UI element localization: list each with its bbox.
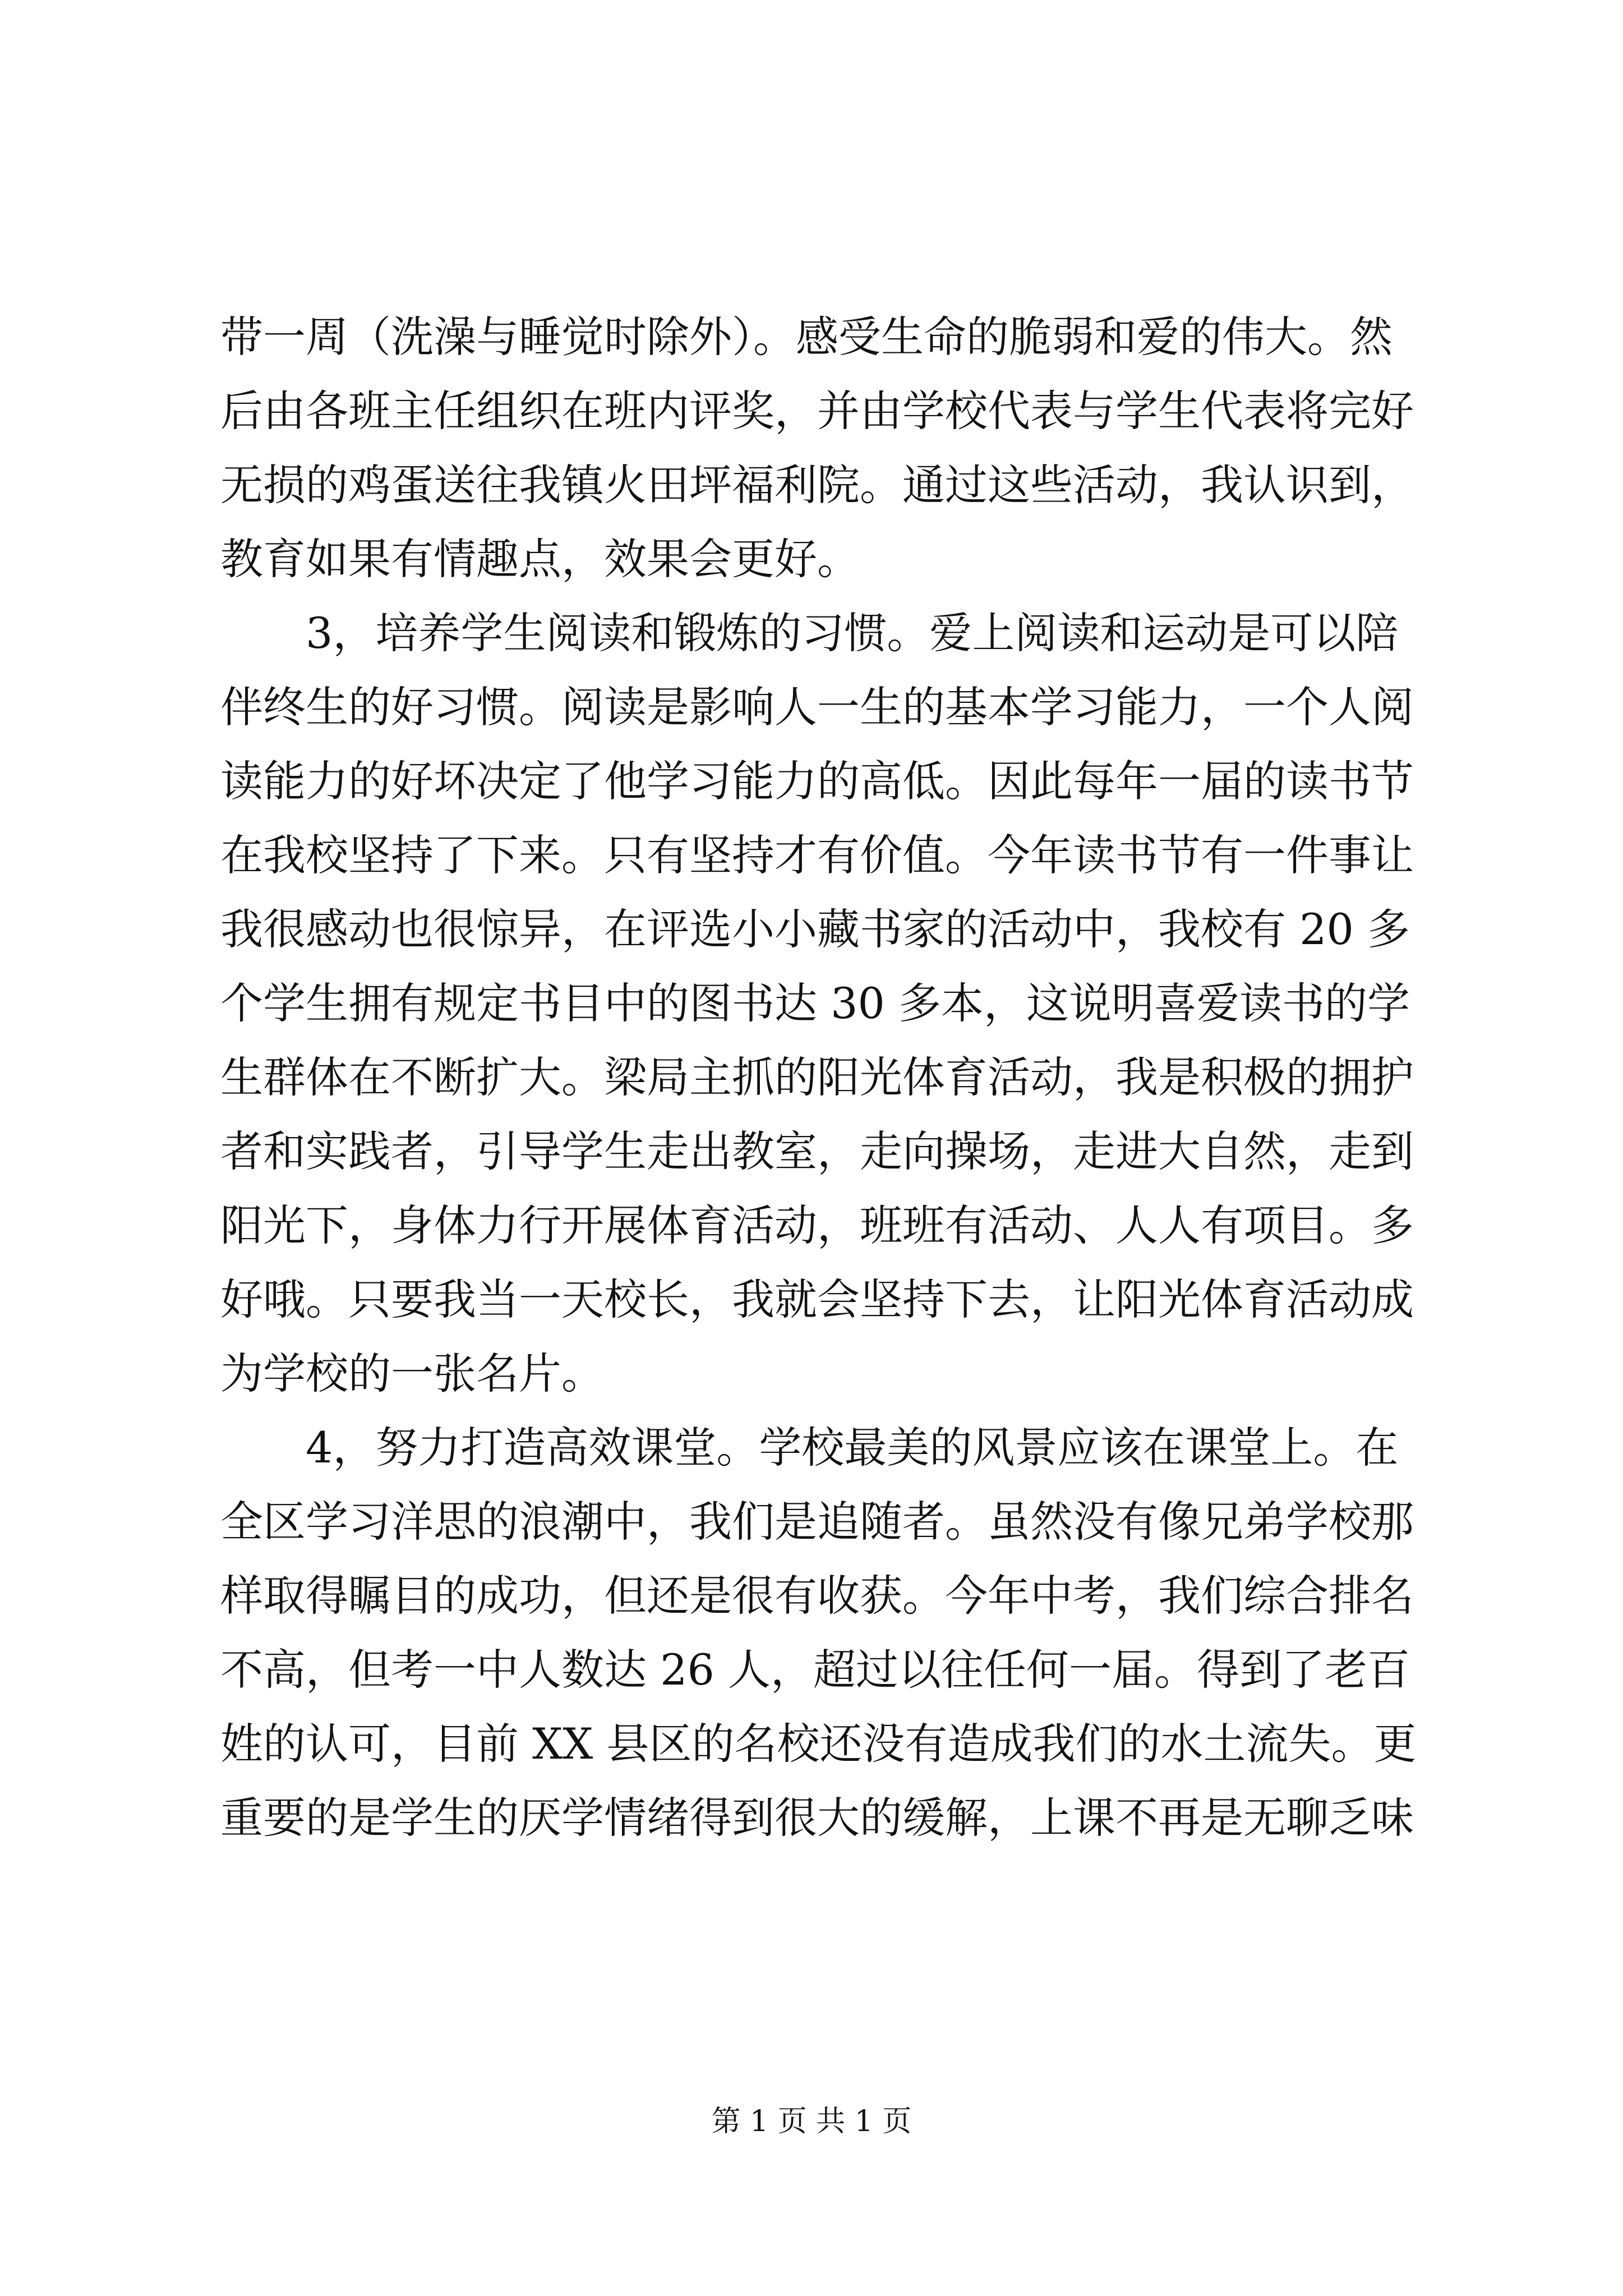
text-line: 伴终生的好习惯。阅读是影响人一生的基本学习能力，一个人阅 (220, 682, 1414, 732)
text-line: 在我校坚持了下来。只有坚持才有价值。今年读书节有一件事让 (220, 830, 1414, 880)
document-body (220, 300, 1417, 1855)
text-line: 生群体在不断扩大。梁局主抓的阳光体育活动，我是积极的拥护 (220, 1052, 1414, 1102)
text-line: 我很感动也很惊异，在评选小小藏书家的活动中，我校有 20 多 (220, 904, 1410, 954)
text-line: 后由各班主任组织在班内评奖，并由学校代表与学生代表将完好 (220, 386, 1414, 436)
text-line: 姓的认可，目前 XX 县区的名校还没有造成我们的水土流失。更 (220, 1719, 1417, 1769)
text-line: 阳光下，身体力行开展体育活动，班班有活动、人人有项目。多 (220, 1200, 1414, 1250)
text-line: 个学生拥有规定书目中的图书达 30 多本，这说明喜爱读书的学 (220, 978, 1410, 1028)
text-line: 样取得瞩目的成功，但还是很有收获。今年中考，我们综合排名 (220, 1571, 1414, 1621)
text-line: 全区学习洋思的浪潮中，我们是追随者。虽然没有像兄弟学校那 (220, 1497, 1414, 1547)
text-line: 重要的是学生的厌学情绪得到很大的缓解，上课不再是无聊乏味 (220, 1793, 1414, 1843)
text-line: 教育如果有情趣点，效果会更好。 (220, 534, 860, 584)
text-line: 读能力的好坏决定了他学习能力的高低。因此每年一届的读书节 (220, 756, 1414, 806)
text-line: 3，培养学生阅读和锻炼的习惯。爱上阅读和运动是可以陪 (220, 608, 1399, 658)
text-line: 为学校的一张名片。 (220, 1349, 604, 1398)
text-line: 好哦。只要我当一天校长，我就会坚持下去，让阳光体育活动成 (220, 1274, 1414, 1324)
text-line: 4，努力打造高效课堂。学校最美的风景应该在课堂上。在 (220, 1423, 1399, 1473)
text-line: 者和实践者，引导学生走出教室，走向操场，走进大自然，走到 (220, 1126, 1414, 1176)
text-line: 无损的鸡蛋送往我镇火田坪福利院。通过这些活动，我认识到， (220, 460, 1414, 510)
text-line: 不高，但考一中人数达 26 人，超过以往任何一届。得到了老百 (220, 1645, 1410, 1695)
page-number-footer: 第 1 页 共 1 页 (711, 2105, 912, 2138)
text-line: 带一周（洗澡与睡觉时除外）。感受生命的脆弱和爱的伟大。然 (220, 312, 1393, 362)
